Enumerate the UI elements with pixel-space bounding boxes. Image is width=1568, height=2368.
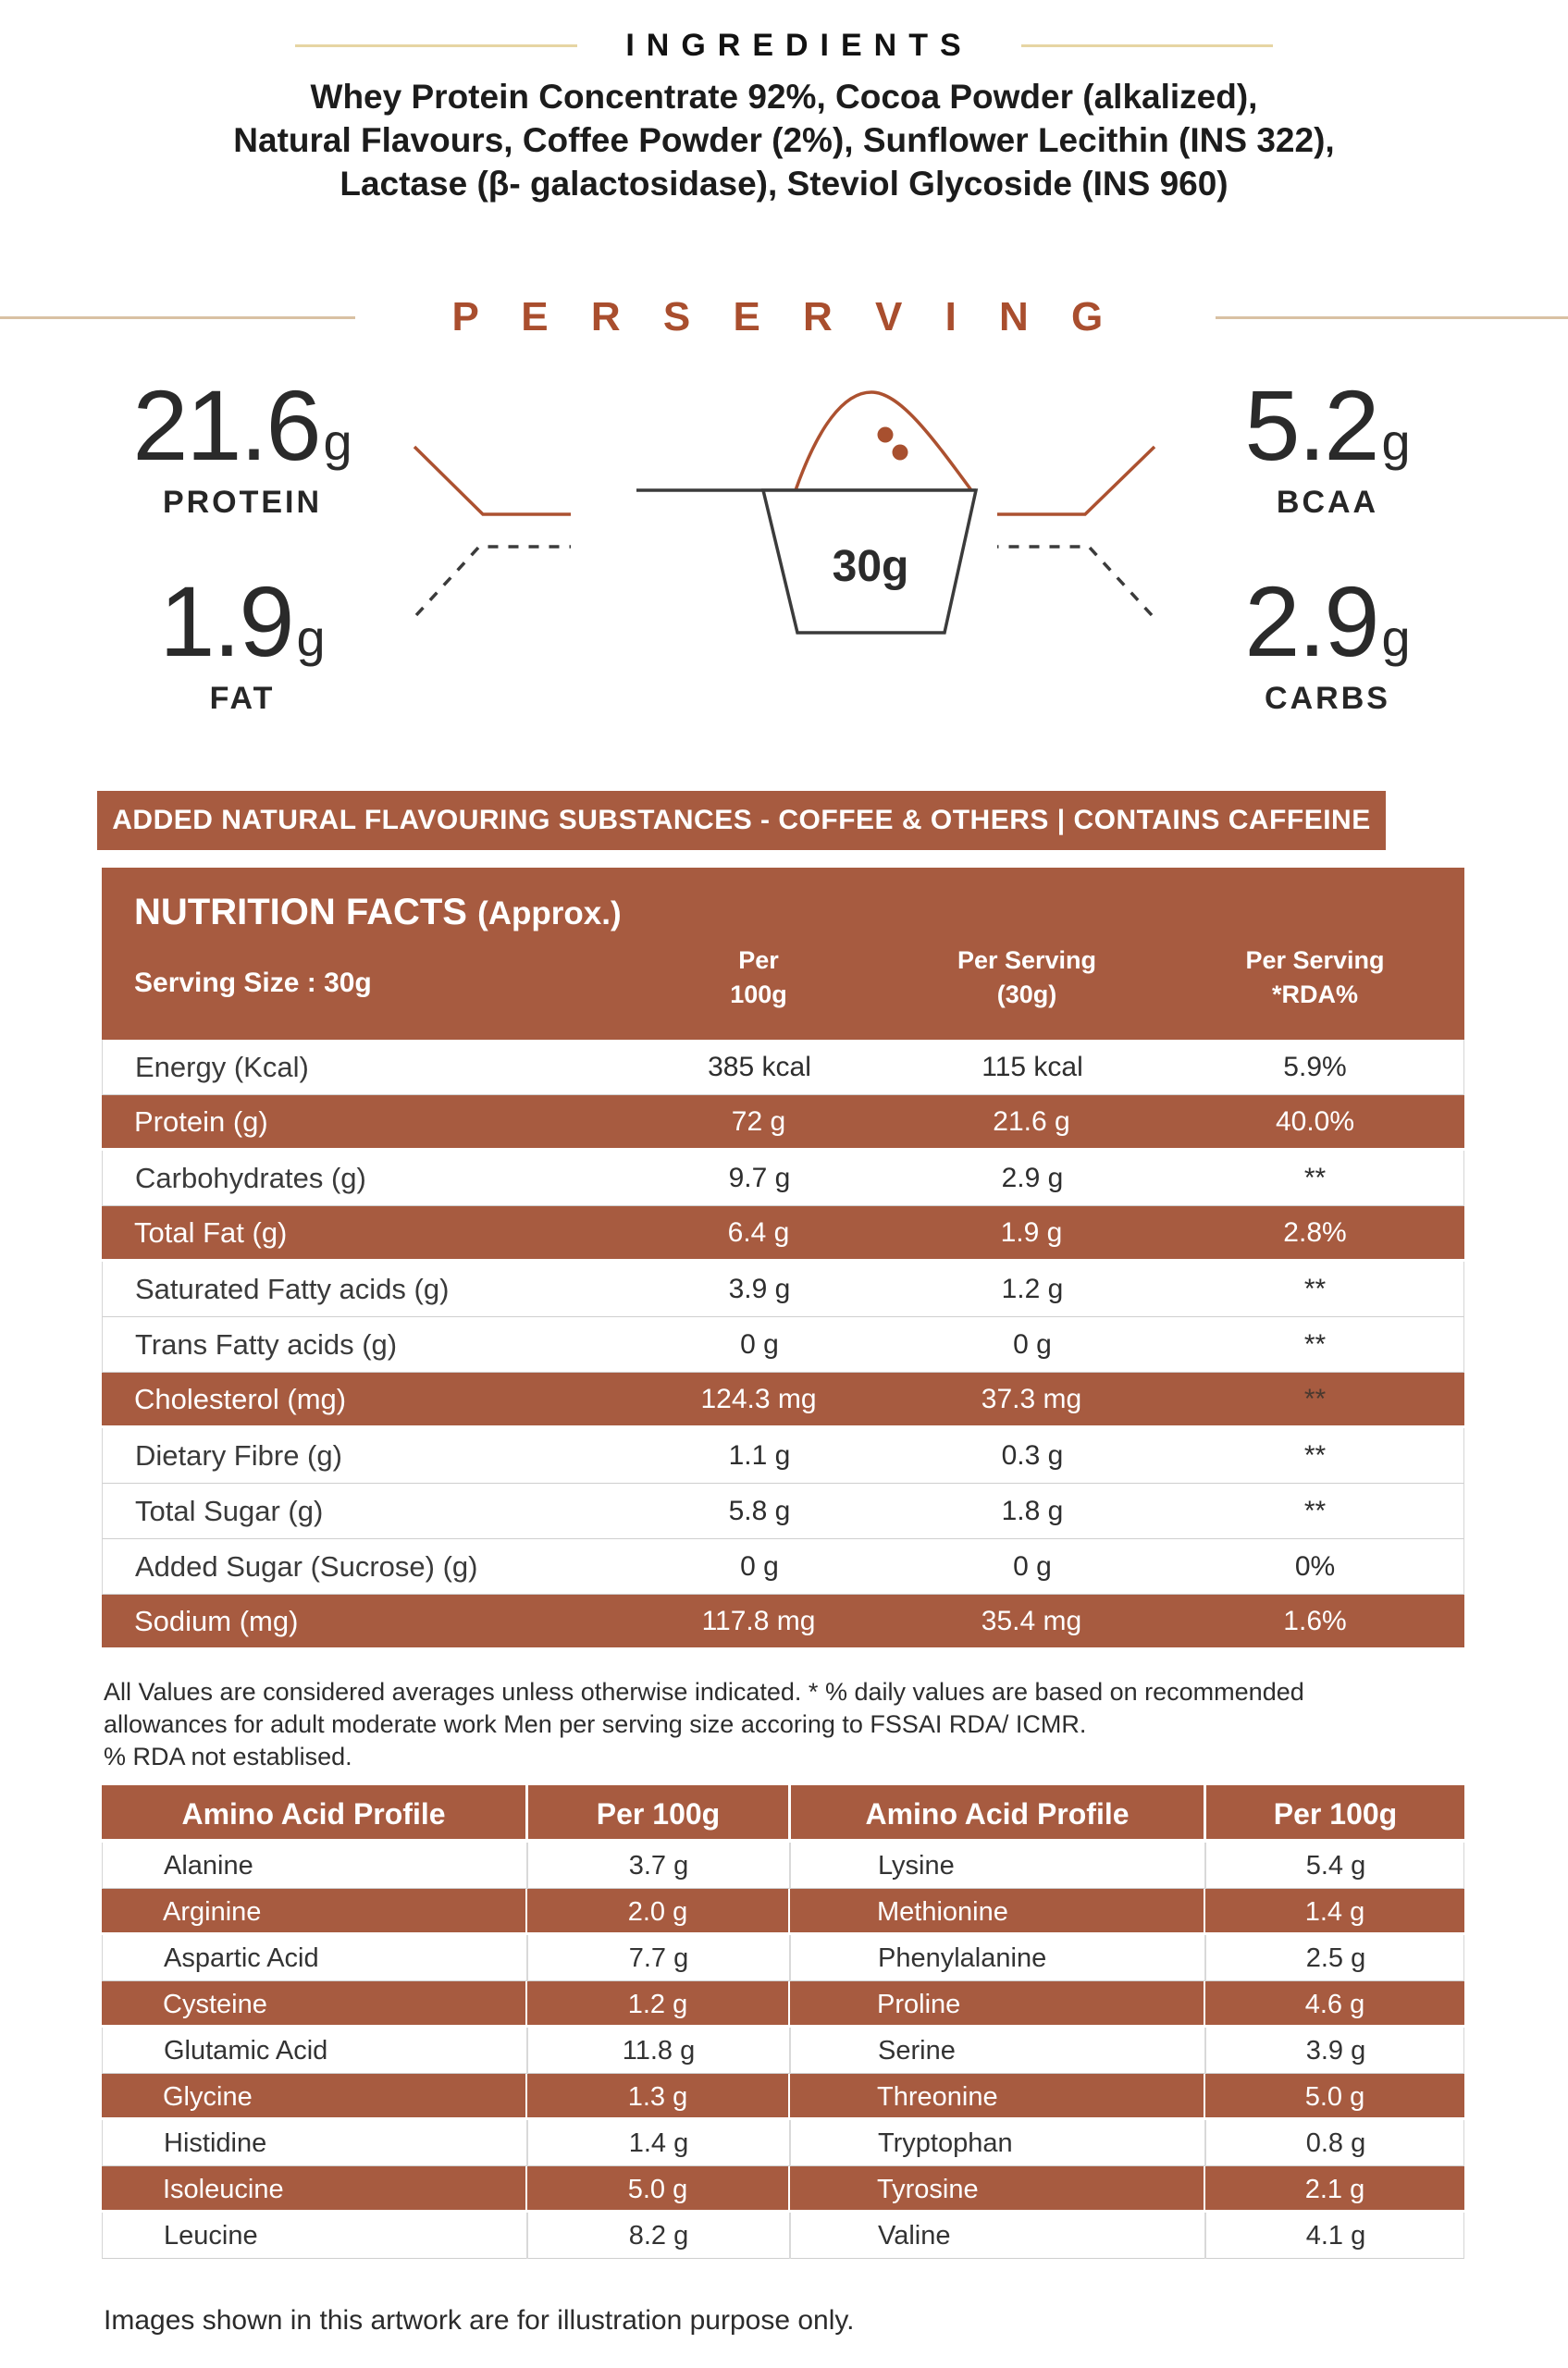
scoop-weight-label: 30g xyxy=(832,542,909,591)
table-row: Arginine 2.0 g Methionine 1.4 g xyxy=(102,1889,1464,1935)
carbs-unit: g xyxy=(1381,609,1411,667)
table-row: Glutamic Acid 11.8 g Serine 3.9 g xyxy=(102,2028,1464,2074)
stat-protein xyxy=(85,369,400,521)
carbs-value: 2.9 xyxy=(1244,565,1378,677)
rda-footnotes xyxy=(104,1676,1417,1773)
per-serving-title: P E R S E R V I N G xyxy=(451,294,1119,339)
carbs-amount xyxy=(1170,565,1485,677)
amino-header-name-right: Amino Acid Profile xyxy=(788,1785,1204,1843)
footnote-line: % RDA not establised. xyxy=(104,1743,352,1770)
illustration-disclaimer: Images shown in this artwork are for illustration purpose only. xyxy=(104,2305,855,2336)
table-row: Isoleucine 5.0 g Tyrosine 2.1 g xyxy=(102,2166,1464,2213)
caffeine-banner-text: ADDED NATURAL FLAVOURING SUBSTANCES - COFFEE & OTHERS | CONTAINS CAFFEINE xyxy=(112,805,1371,835)
footnote-line: allowances for adult moderate work Men per serving size accoring to FSSAI RDA/ ICMR. xyxy=(104,1710,1087,1738)
table-row: Cysteine 1.2 g Proline 4.6 g xyxy=(102,1981,1464,2028)
nutrition-facts-title-text: NUTRITION FACTS xyxy=(134,892,467,932)
powder-dot xyxy=(878,427,894,443)
nutrition-facts-table xyxy=(102,868,1464,1650)
nutrition-facts-title-suffix: (Approx.) xyxy=(477,895,622,931)
table-row: Protein (g) 72 g 21.6 g 40.0% xyxy=(102,1095,1464,1151)
nutrition-facts-title xyxy=(134,892,622,933)
table-row: Carbohydrates (g) 9.7 g 2.9 g ** xyxy=(102,1151,1464,1206)
protein-label: PROTEIN xyxy=(162,485,323,520)
ingredients-text-line: Lactase (β- galactosidase), Steviol Glycoside (INS 960) xyxy=(340,165,1228,203)
ingredients-text-line: Natural Flavours, Coffee Powder (2%), Sunflower Lecithin (INS 322), xyxy=(233,121,1335,159)
ingredients-text-line: Whey Protein Concentrate 92%, Cocoa Powder (alkalized), xyxy=(310,78,1258,116)
bcaa-value: 5.2 xyxy=(1244,369,1378,481)
per-serving-macros xyxy=(56,350,1512,757)
stat-bcaa xyxy=(1170,369,1485,521)
protein-amount xyxy=(85,369,400,481)
gold-divider-line-right xyxy=(1021,44,1273,47)
fat-amount xyxy=(85,565,400,677)
gold-divider-line-left xyxy=(295,44,577,47)
amino-acid-table-header xyxy=(102,1785,1464,1843)
table-row: Leucine 8.2 g Valine 4.1 g xyxy=(102,2213,1464,2259)
amino-header-per100g-left: Per 100g xyxy=(525,1785,788,1843)
amino-header-per100g-right: Per 100g xyxy=(1204,1785,1464,1843)
table-row: Aspartic Acid 7.7 g Phenylalanine 2.5 g xyxy=(102,1935,1464,1981)
protein-value: 21.6 xyxy=(132,369,320,481)
fat-label: FAT xyxy=(209,681,276,716)
table-row: Total Fat (g) 6.4 g 1.9 g 2.8% xyxy=(102,1206,1464,1262)
table-row: Cholesterol (mg) 124.3 mg 37.3 mg ** xyxy=(102,1373,1464,1428)
table-row: Total Sugar (g) 5.8 g 1.8 g ** xyxy=(102,1484,1464,1539)
per-serving-header xyxy=(0,294,1568,340)
protein-connector-line xyxy=(414,447,571,514)
table-row: Sodium (mg) 117.8 mg 35.4 mg 1.6% xyxy=(102,1595,1464,1650)
table-row: Alanine 3.7 g Lysine 5.4 g xyxy=(102,1843,1464,1889)
protein-unit: g xyxy=(323,413,352,471)
bcaa-label: BCAA xyxy=(1276,485,1379,520)
bcaa-unit: g xyxy=(1381,413,1411,471)
bcaa-connector-line xyxy=(997,447,1154,514)
table-row: Dietary Fibre (g) 1.1 g 0.3 g ** xyxy=(102,1428,1464,1484)
tan-divider-line-right xyxy=(1216,316,1568,319)
nutrition-facts-header xyxy=(102,868,1464,1040)
stat-carbs xyxy=(1170,565,1485,717)
caffeine-banner xyxy=(97,791,1386,850)
ingredients-section xyxy=(0,28,1568,205)
stat-fat xyxy=(85,565,400,717)
fat-connector-line xyxy=(416,547,571,615)
table-row: Saturated Fatty acids (g) 3.9 g 1.2 g ** xyxy=(102,1262,1464,1317)
ingredients-title: INGREDIENTS xyxy=(625,28,973,63)
amino-header-name-left: Amino Acid Profile xyxy=(181,1796,446,1831)
table-row: Glycine 1.3 g Threonine 5.0 g xyxy=(102,2074,1464,2120)
column-header-per-100g: Per 100g xyxy=(730,946,787,1008)
fat-value: 1.9 xyxy=(159,565,293,677)
bcaa-amount xyxy=(1170,369,1485,481)
table-row: Energy (Kcal) 385 kcal 115 kcal 5.9% xyxy=(102,1040,1464,1095)
ingredients-header xyxy=(0,28,1568,64)
table-row: Added Sugar (Sucrose) (g) 0 g 0 g 0% xyxy=(102,1539,1464,1595)
tan-divider-line-left xyxy=(0,316,355,319)
amino-acid-table xyxy=(102,1785,1464,2259)
column-header-per-serving: Per Serving (30g) xyxy=(957,946,1097,1008)
carbs-connector-line xyxy=(997,547,1152,615)
fat-unit: g xyxy=(296,609,326,667)
footnote-line: All Values are considered averages unless otherwise indicated. * % daily values are based on recommended xyxy=(104,1678,1304,1706)
table-row: Trans Fatty acids (g) 0 g 0 g ** xyxy=(102,1317,1464,1373)
powder-dot xyxy=(893,445,908,461)
serving-size-label: Serving Size : 30g xyxy=(134,968,372,998)
column-header-rda: Per Serving *RDA% xyxy=(1245,946,1385,1008)
carbs-label: CARBS xyxy=(1265,681,1390,716)
table-row: Histidine 1.4 g Tryptophan 0.8 g xyxy=(102,2120,1464,2166)
